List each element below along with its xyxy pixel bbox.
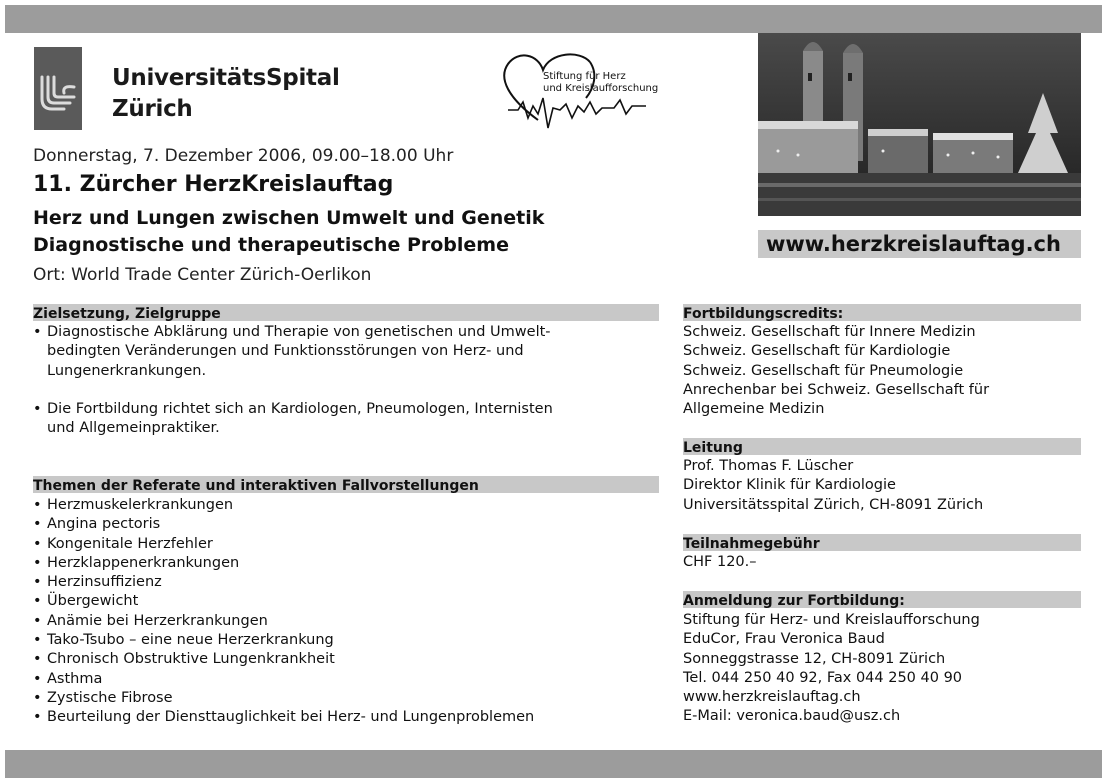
registration-website-link[interactable]: www.herzkreislauftag.ch [683,689,861,706]
registration-email-link[interactable]: E-Mail: veronica.baud@usz.ch [683,708,901,725]
event-date: Donnerstag, 7. Dezember 2006, 09.00–18.00 Uhr [33,146,454,166]
list-item: • Herzinsuffizienz [33,573,534,592]
lead-text: Prof. Thomas F. Lüscher Direktor Klinik für Kardiologie Universitätsspital Zürich, CH-8091 Zürich [683,458,984,513]
list-item: • Zystische Fibrose [33,689,534,708]
topics-list [33,496,534,728]
list-item: • Herzmuskelerkrankungen [33,496,534,515]
list-item: • Asthma [33,670,534,689]
bottom-bar [5,750,1102,778]
event-location: Ort: World Trade Center Zürich-Oerlikon [33,265,372,285]
website-banner[interactable] [758,230,1081,258]
list-item: • Chronisch Obstruktive Lungenkrankheit [33,650,534,669]
lead-heading: Leitung [683,438,1081,455]
list-item: • Beurteilung der Diensttauglichkeit bei Herz- und Lungenproblemen [33,708,534,727]
website-link[interactable]: www.herzkreislauftag.ch [766,232,1061,256]
zurich-photo [758,33,1081,216]
credits-text: Schweiz. Gesellschaft für Innere Medizin Schweiz. Gesellschaft für Kardiologie Schweiz. Gesellschaft für Pneumologie Anrechenbar bei Schweiz. Gesellschaft für Allgemeine Medizin [683,324,990,418]
credits-heading: Fortbildungscredits: [683,304,1081,321]
topics-heading: Themen der Referate und interaktiven Fallvorstellungen [33,476,659,493]
list-item: • Kongenitale Herzfehler [33,535,534,554]
fee-heading: Teilnahmegebühr [683,534,1081,551]
event-title: 11. Zürcher HerzKreislauftag [33,172,394,197]
logo-wordmark: UniversitätsSpital Zürich [112,65,340,122]
event-subtitle: Herz und Lungen zwischen Umwelt und Genetik Diagnostische und therapeutische Probleme [33,207,545,256]
list-item: • Anämie bei Herzerkrankungen [33,612,534,631]
registration-heading: Anmeldung zur Fortbildung: [683,591,1081,608]
registration-text: Stiftung für Herz- und Kreislaufforschung EduCor, Frau Veronica Baud Sonneggstrasse 12, CH-8091 Zürich Tel. 044 250 40 92, Fax 044 250 40 90 www.herzkreislauftag.ch E-Mail: veronica.baud@usz.ch [683,611,980,727]
foundation-name: Stiftung für Herz und Kreislaufforschung [543,71,659,94]
list-item: • Herzklappenerkrankungen [33,554,534,573]
usz-logo-icon [34,47,82,130]
goals-text: • Diagnostische Abklärung und Therapie von genetischen und Umwelt- bedingten Veränderungen und Funktionsstörungen von Herz- und Lungenerkrankungen. • Die Fortbildung richtet sich an Kardiologen, Pneumologen, Internisten und Allgemeinpraktiker. [33,323,553,438]
fee-text: CHF 120.– [683,554,757,570]
list-item: • Angina pectoris [33,515,534,534]
top-bar [5,5,1102,33]
heart-ecg-logo-icon [498,48,658,143]
list-item: • Übergewicht [33,592,534,611]
goals-heading: Zielsetzung, Zielgruppe [33,304,659,321]
list-item: • Tako-Tsubo – eine neue Herzerkrankung [33,631,534,650]
